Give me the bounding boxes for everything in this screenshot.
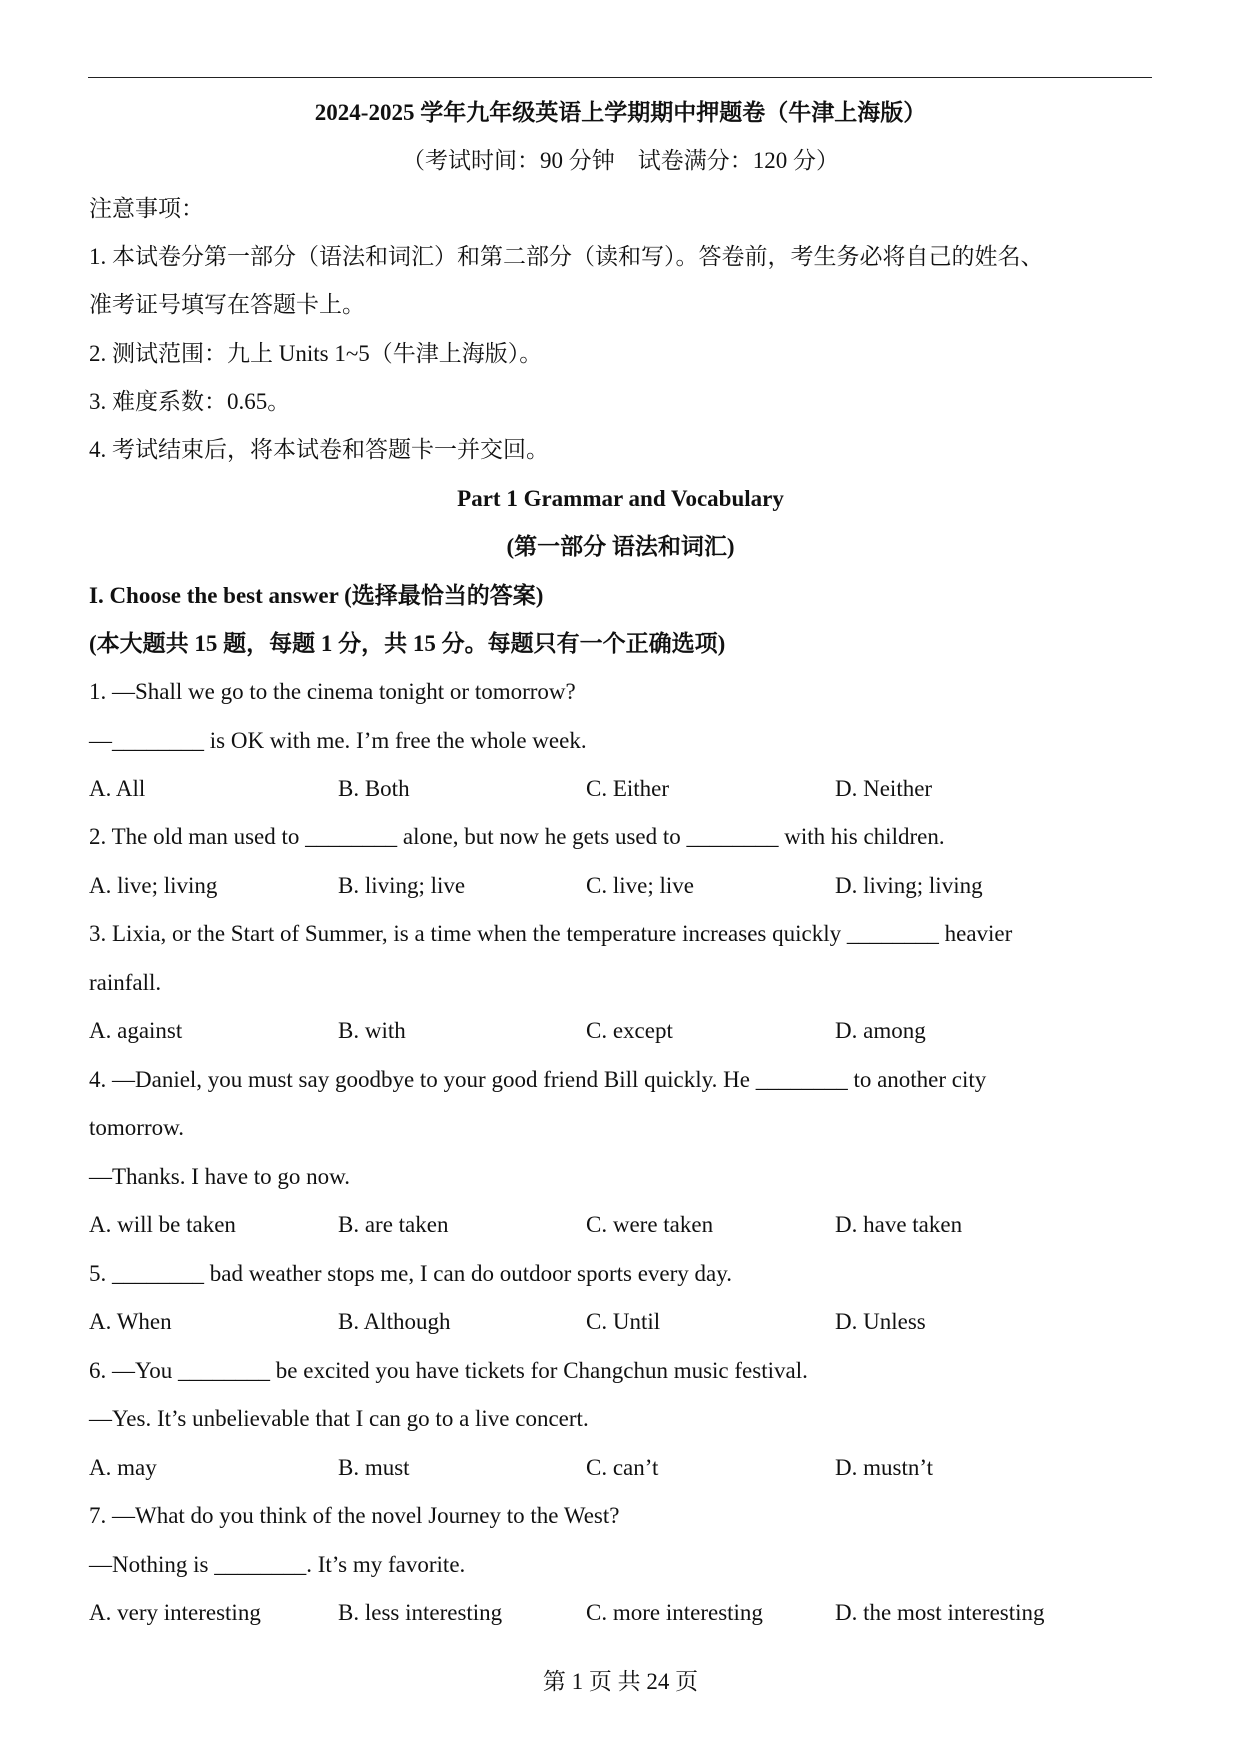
question-line: 7. —What do you think of the novel Journey to the West?	[89, 1503, 620, 1528]
section-instruction: (本大题共 15 题，每题 1 分，共 15 分。每题只有一个正确选项)	[89, 631, 726, 656]
question-line: —Yes. It’s unbelievable that I can go to a live concert.	[89, 1406, 589, 1431]
question-line: rainfall.	[89, 970, 162, 995]
option-b: B. Although	[338, 1309, 451, 1334]
section-heading: I. Choose the best answer (选择最恰当的答案)	[89, 583, 544, 608]
option-d: D. living; living	[835, 873, 983, 898]
question-line: tomorrow.	[89, 1115, 184, 1140]
question-line: 6. —You ________ be excited you have tickets for Changchun music festival.	[89, 1358, 808, 1383]
option-b: B. Both	[338, 776, 410, 801]
question-line: 5. ________ bad weather stops me, I can do outdoor sports every day.	[89, 1261, 733, 1286]
notes-item: 准考证号填写在答题卡上。	[89, 292, 365, 317]
option-c: C. Either	[586, 776, 670, 801]
page-number: 第 1 页 共 24 页	[542, 1669, 699, 1694]
question-line: —Thanks. I have to go now.	[89, 1164, 351, 1189]
notes-heading: 注意事项：	[89, 196, 204, 221]
part-title: Part 1 Grammar and Vocabulary	[457, 486, 784, 511]
option-b: B. are taken	[338, 1212, 449, 1237]
part-subtitle: (第一部分 语法和词汇)	[506, 534, 735, 559]
question-line: —________ is OK with me. I’m free the whole week.	[89, 728, 587, 753]
question-line: 4. —Daniel, you must say goodbye to your good friend Bill quickly. He ________ to another city	[89, 1067, 987, 1092]
option-d: D. Unless	[835, 1309, 926, 1334]
option-c: C. Until	[586, 1309, 661, 1334]
option-a: A. live; living	[89, 873, 218, 898]
option-c: C. more interesting	[586, 1600, 763, 1625]
page-title: 2024-2025 学年九年级英语上学期期中押题卷（牛津上海版）	[314, 100, 927, 125]
notes-item: 3. 难度系数：0.65。	[89, 389, 291, 414]
option-b: B. with	[338, 1018, 406, 1043]
option-b: B. must	[338, 1455, 410, 1480]
option-b: B. living; live	[338, 873, 466, 898]
option-d: D. have taken	[835, 1212, 963, 1237]
option-d: D. the most interesting	[835, 1600, 1045, 1625]
option-b: B. less interesting	[338, 1600, 503, 1625]
question-line: 3. Lixia, or the Start of Summer, is a time when the temperature increases quickly ________ heavier	[89, 921, 1013, 946]
option-a: A. very interesting	[89, 1600, 261, 1625]
option-d: D. Neither	[835, 776, 933, 801]
top-rule	[88, 77, 1152, 78]
question-line: —Nothing is ________. It’s my favorite.	[89, 1552, 466, 1577]
question-line: 1. —Shall we go to the cinema tonight or tomorrow?	[89, 679, 576, 704]
option-c: C. can’t	[586, 1455, 659, 1480]
option-c: C. live; live	[586, 873, 694, 898]
option-a: A. against	[89, 1018, 183, 1043]
notes-item: 2. 测试范围：九上 Units 1~5（牛津上海版）。	[89, 341, 543, 366]
notes-item: 1. 本试卷分第一部分（语法和词汇）和第二部分（读和写）。答卷前，考生务必将自己的姓名、	[89, 244, 1044, 269]
option-d: D. among	[835, 1018, 926, 1043]
question-line: 2. The old man used to ________ alone, but now he gets used to ________ with his children.	[89, 824, 945, 849]
option-a: A. may	[89, 1455, 157, 1480]
option-c: C. were taken	[586, 1212, 714, 1237]
option-c: C. except	[586, 1018, 673, 1043]
exam-info: （考试时间：90 分钟 试卷满分：120 分）	[402, 148, 839, 173]
option-a: A. will be taken	[89, 1212, 236, 1237]
option-a: A. When	[89, 1309, 172, 1334]
option-d: D. mustn’t	[835, 1455, 933, 1480]
notes-item: 4. 考试结束后，将本试卷和答题卡一并交回。	[89, 437, 549, 462]
option-a: A. All	[89, 776, 146, 801]
